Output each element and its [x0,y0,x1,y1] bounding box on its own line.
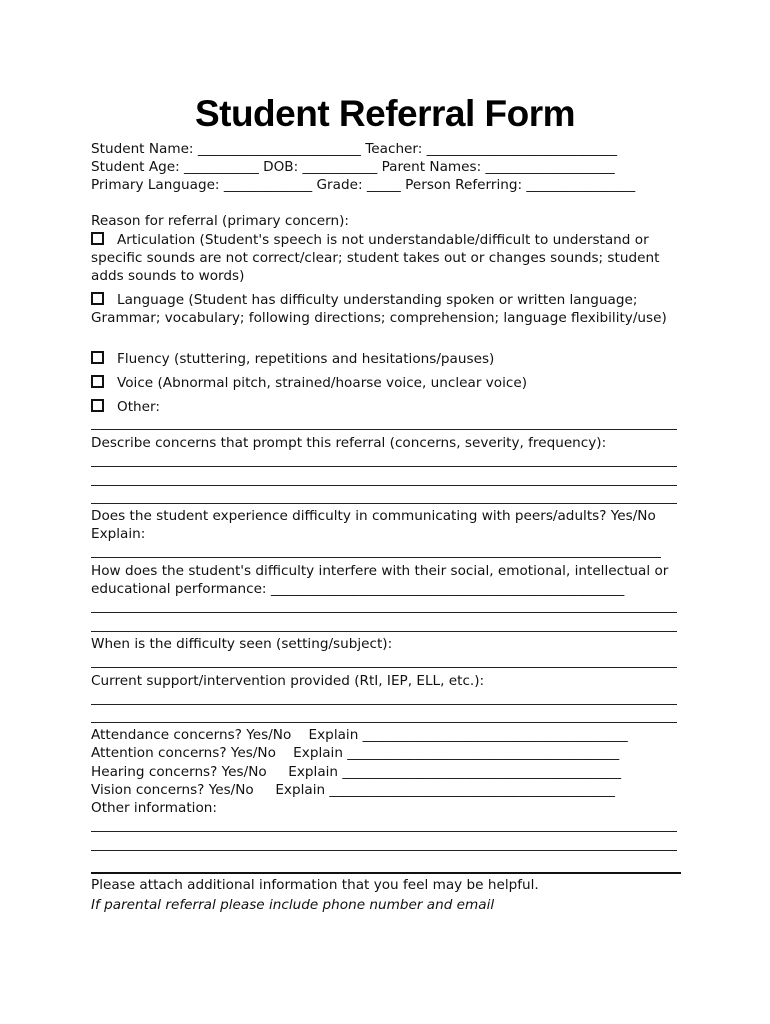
age-dob-parents-line[interactable]: Student Age: ___________ DOB: ___________ Parent Names: ___________________ [91,159,615,175]
describe-answer-line-3[interactable] [91,503,677,504]
current-support-question: Current support/intervention provided (RtI, IEP, ELL, etc.): [91,673,485,689]
articulation-checkbox[interactable] [91,232,104,245]
describe-answer-line-1[interactable] [91,466,677,467]
explain-label: Explain: [91,526,146,542]
describe-answer-line-2[interactable] [91,485,677,486]
language-checkbox[interactable] [91,292,104,305]
reason-heading: Reason for referral (primary concern): [91,213,349,229]
attendance-concerns-line[interactable]: Attendance concerns? Yes/No Explain _______________________________________ [91,727,628,743]
other-answer-line[interactable] [91,429,677,430]
hearing-concerns-line[interactable]: Hearing concerns? Yes/No Explain _________________________________________ [91,764,622,780]
fluency-checkbox[interactable] [91,351,104,364]
communication-answer-line[interactable] [91,557,661,558]
difficulty-seen-question: When is the difficulty seen (setting/subject): [91,636,393,652]
other-info-answer-line-2[interactable] [91,850,677,851]
articulation-option[interactable] [91,231,681,285]
interfere-question: How does the student's difficulty interfere with their social, emotional, intellectual or [91,563,669,579]
other-info-answer-line-1[interactable] [91,831,677,832]
voice-label: Voice (Abnormal pitch, strained/hoarse voice, unclear voice) [117,375,528,391]
other-checkbox[interactable] [91,399,104,412]
language-option[interactable] [91,291,681,327]
attention-concerns-line[interactable]: Attention concerns? Yes/No Explain ________________________________________ [91,745,620,761]
describe-concerns-question: Describe concerns that prompt this referral (concerns, severity, frequency): [91,435,607,451]
articulation-label: Articulation (Student's speech is not understandable/difficult to understand or specific sounds are not correct/clear; student takes out or changes sounds; student adds sounds to words) [91,232,660,284]
vision-concerns-line[interactable]: Vision concerns? Yes/No Explain __________________________________________ [91,782,615,798]
language-grade-referrer-line[interactable]: Primary Language: _____________ Grade: _____ Person Referring: ________________ [91,177,636,193]
other-label: Other: [117,399,160,415]
footer-divider [91,872,681,874]
support-answer-line-2[interactable] [91,722,677,723]
difficulty-seen-answer-line[interactable] [91,667,677,668]
language-label: Language (Student has difficulty understanding spoken or written language; Grammar; vocabulary; following directions; comprehension; language flexibility/use) [91,292,667,326]
form-title: Student Referral Form [194,93,576,134]
attach-info-note: Please attach additional information that you feel may be helpful. [91,877,539,893]
voice-checkbox[interactable] [91,375,104,388]
interfere-answer-line-1[interactable] [91,612,677,613]
fluency-option[interactable] [91,350,494,368]
educational-performance-line[interactable]: educational performance: ____________________________________________________ [91,581,625,597]
voice-option[interactable] [91,374,527,392]
parental-referral-note: If parental referral please include phone number and email [91,897,495,913]
interfere-answer-line-2[interactable] [91,631,677,632]
support-answer-line-1[interactable] [91,704,677,705]
communication-question: Does the student experience difficulty in communicating with peers/adults? Yes/No [91,508,656,524]
fluency-label: Fluency (stuttering, repetitions and hesitations/pauses) [117,351,495,367]
other-option[interactable] [91,398,160,416]
other-information-label: Other information: [91,800,217,816]
student-name-teacher-line[interactable]: Student Name: ________________________ Teacher: ____________________________ [91,141,617,157]
